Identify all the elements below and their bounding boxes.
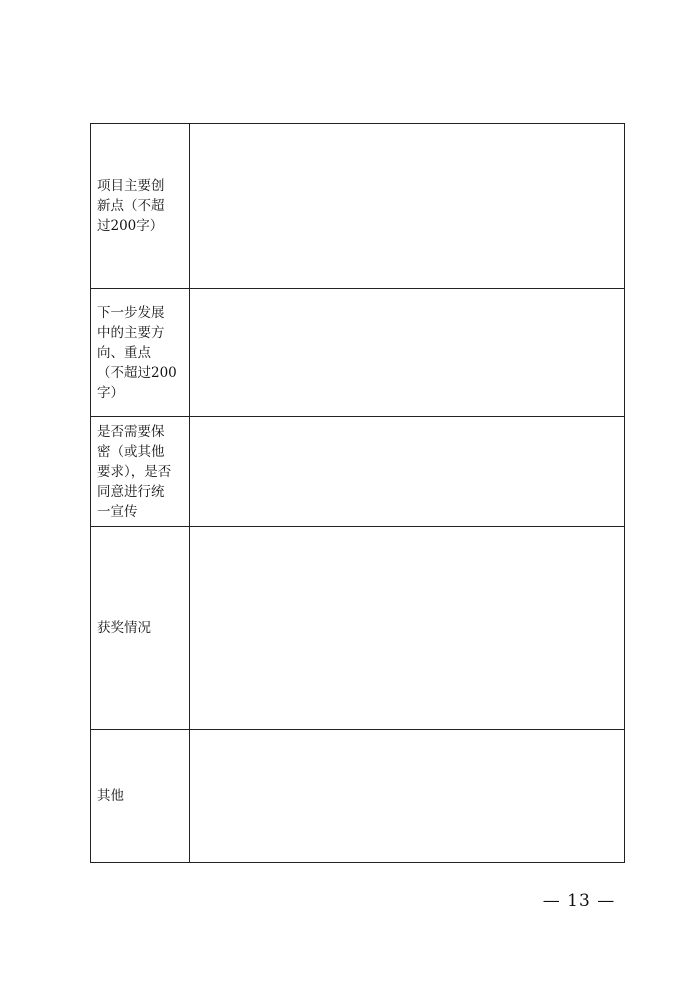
development-content-field[interactable]	[190, 289, 625, 417]
label-cell-awards	[91, 527, 190, 730]
label-cell-confidentiality	[91, 417, 190, 527]
form-row-development	[91, 289, 625, 417]
innovation-content-field[interactable]	[190, 124, 625, 289]
label-cell-development	[91, 289, 190, 417]
form-row-confidentiality	[91, 417, 625, 527]
form-row-innovation	[91, 124, 625, 289]
form-row-other	[91, 730, 625, 863]
label-cell-innovation	[91, 124, 190, 289]
page-number: — 13 —	[542, 891, 616, 911]
awards-label: 获奖情况	[97, 620, 151, 636]
other-content-field[interactable]	[190, 730, 625, 863]
development-label: 下一步发展中的主要方向、重点（不超过200字）	[97, 304, 177, 401]
confidentiality-label: 是否需要保密（或其他要求），是否同意进行统一宣传	[97, 423, 172, 520]
confidentiality-content-field[interactable]	[190, 417, 625, 527]
other-label: 其他	[97, 788, 124, 804]
awards-content-field[interactable]	[190, 527, 625, 730]
form-row-awards	[91, 527, 625, 730]
label-cell-other	[91, 730, 190, 863]
application-form-table	[90, 123, 625, 863]
innovation-label: 项目主要创新点（不超过200字）	[97, 178, 165, 234]
